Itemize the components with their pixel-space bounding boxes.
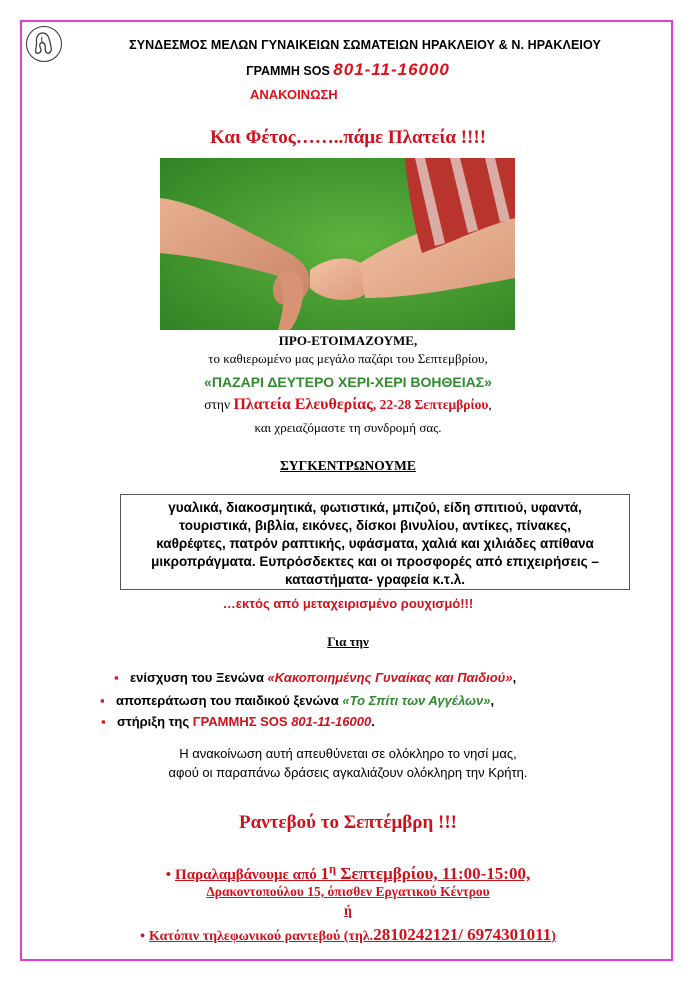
collect-item-line: μικροπράγματα. Ευπρόσδεκτες και οι προσφορές από επιχειρήσεις – bbox=[151, 554, 599, 569]
intro-line-prepare: ΠΡΟ-ΕΤΟΙΜΑΖΟΥΜΕ, bbox=[278, 333, 418, 348]
intro-line-place bbox=[0, 396, 696, 414]
bullet-text: ενίσχυση του Ξενώνα bbox=[130, 670, 268, 685]
bazaar-name: «ΠΑΖΑΡΙ ΔΕΥΤΕΡΟ ΧΕΡΙ-ΧΕΡΙ ΒΟΗΘΕΙΑΣ» bbox=[204, 374, 492, 390]
place-dates: , 22-28 Σεπτεμβρίου bbox=[372, 397, 489, 412]
collect-item-line: τουριστικά, βιβλία, εικόνες, δίσκοι βινυλίου, αντίκες, πίνακες, bbox=[179, 518, 571, 533]
collect-heading: ΣΥΓΚΕΝΤΡΩΝΟΥΜΕ bbox=[280, 458, 416, 473]
phone-suffix: ) bbox=[551, 929, 556, 944]
bullet-square-icon: ▪ bbox=[100, 693, 105, 708]
place-name: Πλατεία Ελευθερίας bbox=[233, 396, 373, 413]
phone-prefix: Κατόπιν τηλεφωνικού ραντεβού (τηλ. bbox=[148, 929, 374, 944]
receive-prefix: Παραλαμβάνουμε από bbox=[175, 867, 321, 883]
sos-number: 801-11-16000 bbox=[333, 60, 450, 79]
bullet-text: αποπεράτωση του παιδικού ξενώνα bbox=[116, 693, 343, 708]
bullet-suffix: . bbox=[371, 714, 375, 729]
bullet-dot-icon: • bbox=[165, 867, 172, 883]
bullet-item bbox=[101, 714, 375, 729]
receive-day: 1 bbox=[320, 864, 329, 883]
collect-item-line: καθρέφτες, πατρόν ραπτικής, υφάσματα, χαλιά και χιλιάδες απίθανα bbox=[156, 536, 594, 551]
collect-items-box bbox=[120, 494, 630, 590]
page-title: Και Φέτος……..πάμε Πλατεία !!!! bbox=[209, 127, 487, 148]
phone-numbers: 2810242121/ 6974301011 bbox=[373, 925, 552, 944]
collect-item-line: καταστήματα- γραφεία κ.τ.λ. bbox=[285, 572, 465, 587]
bullet-dot-icon: • bbox=[140, 929, 145, 944]
bullet-suffix: , bbox=[512, 670, 517, 685]
hands-photo bbox=[160, 158, 515, 330]
contact-address: Δρακοντοπούλου 15, όπισθεν Εργατικού Κέντρου bbox=[206, 884, 490, 899]
paragraph-line: αφού οι παραπάνω δράσεις αγκαλιάζουν ολόκληρη την Κρήτη. bbox=[168, 765, 528, 780]
collect-item-line: γυαλικά, διακοσμητικά, φωτιστικά, μπιζού, είδη σπιτιού, υφαντά, bbox=[168, 500, 582, 515]
bullet-text: στήριξη της bbox=[117, 714, 193, 729]
bullet-highlight: «Το Σπίτι των Αγγέλων» bbox=[342, 693, 491, 708]
sos-label: ΓΡΑΜΜΗ SOS bbox=[246, 64, 330, 78]
except-note: …εκτός από μεταχειρισμένο ρουχισμό!!! bbox=[222, 596, 474, 611]
rendezvous-heading: Ραντεβού το Σεπτέμβρη !!! bbox=[239, 812, 457, 833]
receive-sup: η bbox=[328, 862, 337, 876]
bullet-suffix: , bbox=[490, 693, 495, 708]
place-line-end: , bbox=[488, 397, 492, 412]
bullet-square-icon: ▪ bbox=[114, 670, 119, 685]
intro-line-bazaar: το καθιερωμένο μας μεγάλο παζάρι του Σεπτεμβρίου, bbox=[208, 351, 488, 366]
for-heading: Για την bbox=[327, 634, 369, 649]
bullet-square-icon: ▪ bbox=[101, 714, 106, 729]
announcement-label: ΑΝΑΚΟΙΝΩΣΗ bbox=[250, 87, 338, 102]
woman-profile-logo-icon bbox=[26, 26, 62, 62]
contact-phone-line bbox=[0, 925, 696, 945]
intro-line-support: και χρειαζόμαστε τη συνδρομή σας. bbox=[254, 420, 442, 435]
receive-suffix: Σεπτεμβρίου, 11:00-15:00, bbox=[336, 864, 531, 883]
paragraph-line: Η ανακοίνωση αυτή απευθύνεται σε ολόκληρο το νησί μας, bbox=[179, 746, 517, 761]
bullet-item bbox=[114, 670, 516, 685]
sos-line bbox=[0, 60, 696, 80]
contact-receive-line bbox=[0, 862, 696, 884]
organization-name: ΣΥΝΔΕΣΜΟΣ ΜΕΛΩΝ ΓΥΝΑΙΚΕΙΩΝ ΣΩΜΑΤΕΙΩΝ ΗΡΑΚΛΕΙΟΥ & Ν. ΗΡΑΚΛΕΙΟΥ bbox=[129, 38, 601, 52]
place-at: στην bbox=[204, 397, 231, 412]
bullet-item bbox=[100, 693, 494, 708]
contact-or: ή bbox=[344, 904, 352, 919]
bullet-highlight: «Κακοποιημένης Γυναίκας και Παιδιού» bbox=[267, 670, 513, 685]
bullet-highlight-number: 801-11-16000 bbox=[291, 714, 372, 729]
bullet-highlight: ΓΡΑΜΜΗΣ SOS bbox=[192, 714, 292, 729]
